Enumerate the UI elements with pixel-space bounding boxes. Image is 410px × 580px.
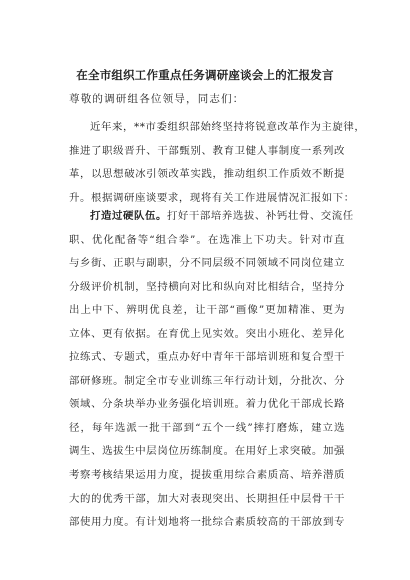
paragraph-line: 革，以思想破冰引领改革实践，推动组织工作质效不断提 <box>69 168 345 181</box>
paragraph-intro <box>69 116 366 210</box>
paragraph-line: 职、优化配备等“组合拳”。在选准上下功夫。针对市直 <box>69 233 345 246</box>
paragraph-text: 打好干部培养选拔、补钙壮骨、交流任 <box>166 210 354 222</box>
paragraph-line: 近年来，**市委组织部始终坚持将锐意改革作为主旋律， <box>90 121 366 133</box>
section-heading: 打造过硬队伍。 <box>90 210 167 222</box>
paragraph-line: 分级评价机制，坚持横向对比和纵向对比相结合，坚持分 <box>69 280 345 293</box>
document-title: 在全市组织工作重点任务调研座谈会上的汇报发言 <box>76 68 334 82</box>
paragraph-line: 出上中下、辨明优良差，让干部“画像”更加精准、更为 <box>69 304 345 317</box>
paragraph-line: 立体、更有依据。在育优上见实效。突出小班化、差异化 <box>69 327 345 340</box>
paragraph-line: 领域、分条块举办业务强化培训班。着力优化干部成长路 <box>69 398 345 411</box>
paragraph-line: 大的的优秀干部，加大对表现突出、长期担任中层骨干干 <box>69 492 345 505</box>
paragraph-line: 推进了职级晋升、干部甄别、教育卫健人事制度一系列改 <box>69 144 345 157</box>
paragraph-line: 考察考核结果运用力度，提拔重用综合素质高、培养潜质 <box>69 469 345 482</box>
paragraph-line: 升。根据调研座谈要求，现将有关工作进展情况汇报如下： <box>69 191 355 204</box>
paragraph-line: 与乡街、正职与副职，分不同层级不同领域不同岗位建立 <box>69 257 345 270</box>
paragraph-line: 部研修班。制定全市专业训练三年行动计划，分批次、分 <box>69 374 345 387</box>
paragraph-line: 径，每年选派一批干部到“五个一线”摔打磨炼，建立选 <box>69 421 345 434</box>
paragraph-line: 调生、选拔生中层岗位历练制度。在用好上求突破。加强 <box>69 445 345 458</box>
salutation: 尊敬的调研组各位领导，同志们： <box>69 93 245 105</box>
paragraph-line: 部使用力度。有计划地将一批综合素质较高的干部放到专 <box>69 516 345 529</box>
paragraph-line: 拉练式、专题式，重点办好中青年干部培训班和复合型干 <box>69 351 345 364</box>
paragraph-line <box>69 205 354 229</box>
paragraph-team-building <box>69 205 354 535</box>
